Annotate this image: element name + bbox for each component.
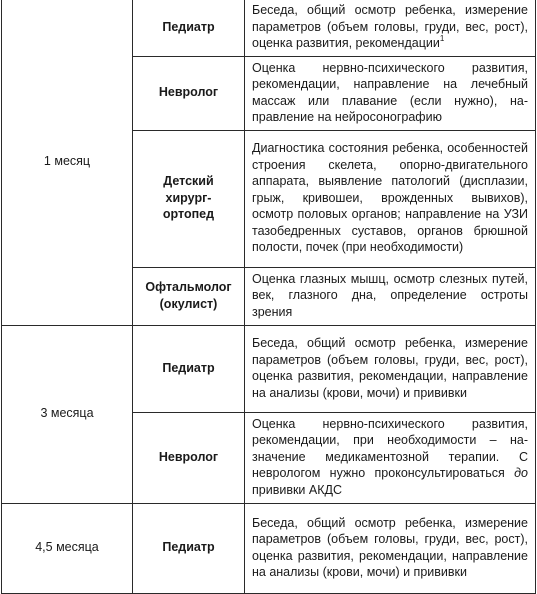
checkup-schedule-table (1, 0, 536, 594)
age-cell: 3 месяца (2, 325, 133, 503)
description-text: прививки АКДС (252, 482, 343, 497)
description-cell (245, 412, 536, 503)
table-row (2, 0, 536, 56)
description-text: Оценка нервно-психического развития, рекомендации, при необходимости – назначение медикаментозной терапии. С неврологом нужно проконсультироваться (252, 416, 528, 481)
description-cell: Диагностика состояния ребенка, особенностей строения скелета, опорно-двигательного аппарата, выявление патологий (дисплазии, грыж, кривошеи, врожденных вывихов), осмотр половых органов; направление на УЗИ тазобедренных суставов, органов брюшной полости, почек (при необходимости) (245, 130, 536, 267)
emphasis-text: до (514, 466, 528, 481)
table-row (2, 325, 536, 412)
description-cell: Беседа, общий осмотр ребенка, измерение параметров (объем головы, груди, вес, рост), оценка развития, рекомендации, направление на анализы (крови, мочи) и прививки (245, 325, 536, 412)
doctor-cell: Педиатр (133, 325, 245, 412)
description-cell: Оценка глазных мышц, осмотр слезных путей, век, глазного дна, определение остроты зрения (245, 267, 536, 325)
doctor-cell: Педиатр (133, 503, 245, 593)
age-cell: 1 месяц (2, 0, 133, 325)
age-cell: 4,5 месяца (2, 503, 133, 593)
description-cell: Беседа, общий осмотр ребенка, измерение параметров (объем головы, груди, вес, рост), оценка развития, рекомендации, направление на анализы (крови, мочи) и прививки (245, 503, 536, 593)
description-cell (245, 0, 536, 56)
description-text: Беседа, общий осмотр ребенка, измерение параметров (объем головы, груди, вес, рост), оценка развития, рекомендации (252, 3, 528, 50)
doctor-cell: Невролог (133, 56, 245, 130)
doctor-cell: Педиатр (133, 0, 245, 56)
doctor-cell: Офтальмолог (окулист) (133, 267, 245, 325)
footnote-marker: 1 (439, 34, 445, 43)
table-row (2, 503, 536, 593)
doctor-cell: Невролог (133, 412, 245, 503)
doctor-cell: Детский хирург-ортопед (133, 130, 245, 267)
description-cell: Оценка нервно-психического развития, рекомендации, направление на лечебный массаж или плавание (если нужно), направление на нейросонографию (245, 56, 536, 130)
